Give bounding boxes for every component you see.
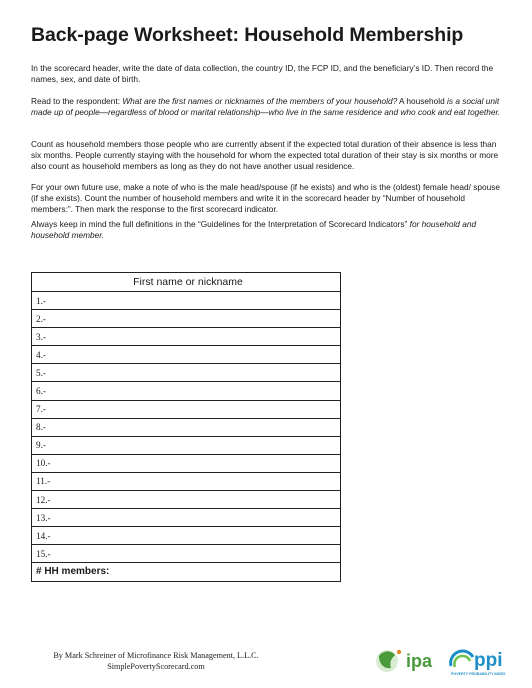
member-name-cell[interactable]: 2.- (32, 310, 341, 328)
instruction-paragraph-2 (31, 96, 506, 118)
table-row (32, 346, 341, 364)
table-row (32, 382, 341, 400)
member-name-cell[interactable]: 10.- (32, 454, 341, 472)
table-row (32, 454, 341, 472)
logo-graphics (373, 642, 523, 678)
member-name-cell[interactable]: 9.- (32, 436, 341, 454)
page-title: Back-page Worksheet: Household Membership (31, 24, 464, 46)
table-row (32, 292, 341, 310)
table-row (32, 527, 341, 545)
ppi-logo-subtitle: POVERTY PROBABILITY INDEX (451, 672, 506, 676)
table-row (32, 310, 341, 328)
ipa-logo-text: ipa (406, 651, 433, 671)
member-name-cell[interactable]: 5.- (32, 364, 341, 382)
instruction-paragraph-5 (31, 219, 506, 241)
table-row (32, 364, 341, 382)
question-text: What are the first names or nicknames of the members of your household? (122, 96, 398, 106)
table-row (32, 509, 341, 527)
ipa-logo-icon (376, 650, 401, 672)
member-name-cell[interactable]: 3.- (32, 328, 341, 346)
table-row (32, 472, 341, 490)
read-intro: Read to the respondent: (31, 96, 123, 106)
member-name-cell[interactable]: 7.- (32, 400, 341, 418)
household-label: A household (397, 96, 448, 106)
table-row (32, 545, 341, 563)
household-definition: is a social unit made up of people—regardless of blood or marital relationship—who live in the same residence and who cook and eat together. (31, 96, 501, 117)
member-name-cell[interactable]: 4.- (32, 346, 341, 364)
hh-members-total[interactable]: # HH members: (32, 563, 341, 581)
instruction-paragraph-3: Count as household members those people who are currently absent if the expected total duration of their absence is less than six months. People currently staying with the household for whom the expected total duration of their stay is six months or more also count as household members as long as they do not have another usual residence. (31, 139, 499, 171)
table-row (32, 418, 341, 436)
instruction-paragraph-1: In the scorecard header, write the date of data collection, the country ID, the FCP ID, and the beneficiary’s ID. Then record the names, sex, and date of birth. (31, 63, 494, 84)
website-line: SimplePovertyScorecard.com (107, 661, 205, 671)
household-members-table (31, 272, 341, 582)
member-name-cell[interactable]: 8.- (32, 418, 341, 436)
partner-logos (373, 642, 523, 678)
author-line: By Mark Schreiner of Microfinance Risk Management, L.L.C. (53, 651, 259, 660)
member-name-cell[interactable]: 6.- (32, 382, 341, 400)
member-name-cell[interactable]: 14.- (32, 527, 341, 545)
member-rows (32, 292, 341, 563)
ppi-logo-text: ppi (474, 650, 503, 671)
guidelines-reference: Always keep in mind the full definitions in the “Guidelines for the Interpretation of Scorecard Indicators” (31, 219, 408, 229)
table-row (32, 491, 341, 509)
ppi-logo-icon (451, 651, 473, 667)
member-name-cell[interactable]: 11.- (32, 472, 341, 490)
member-name-cell[interactable]: 13.- (32, 509, 341, 527)
table-row (32, 328, 341, 346)
guidelines-scope: for household and household member. (31, 219, 477, 240)
instruction-paragraph-4: For your own future use, make a note of who is the male head/spouse (if he exists) and who is the (oldest) female head/ spouse (if she exists). Count the number of household members and write it in the scorecard header by “Number of household members:”. Then mark the response to the first scorecard indicator. (31, 182, 501, 214)
member-name-cell[interactable]: 15.- (32, 545, 341, 563)
name-column-header: First name or nickname (32, 273, 341, 292)
footer-credit (31, 651, 281, 672)
member-name-cell[interactable]: 1.- (32, 292, 341, 310)
member-name-cell[interactable]: 12.- (32, 491, 341, 509)
table-row (32, 436, 341, 454)
table-row (32, 400, 341, 418)
